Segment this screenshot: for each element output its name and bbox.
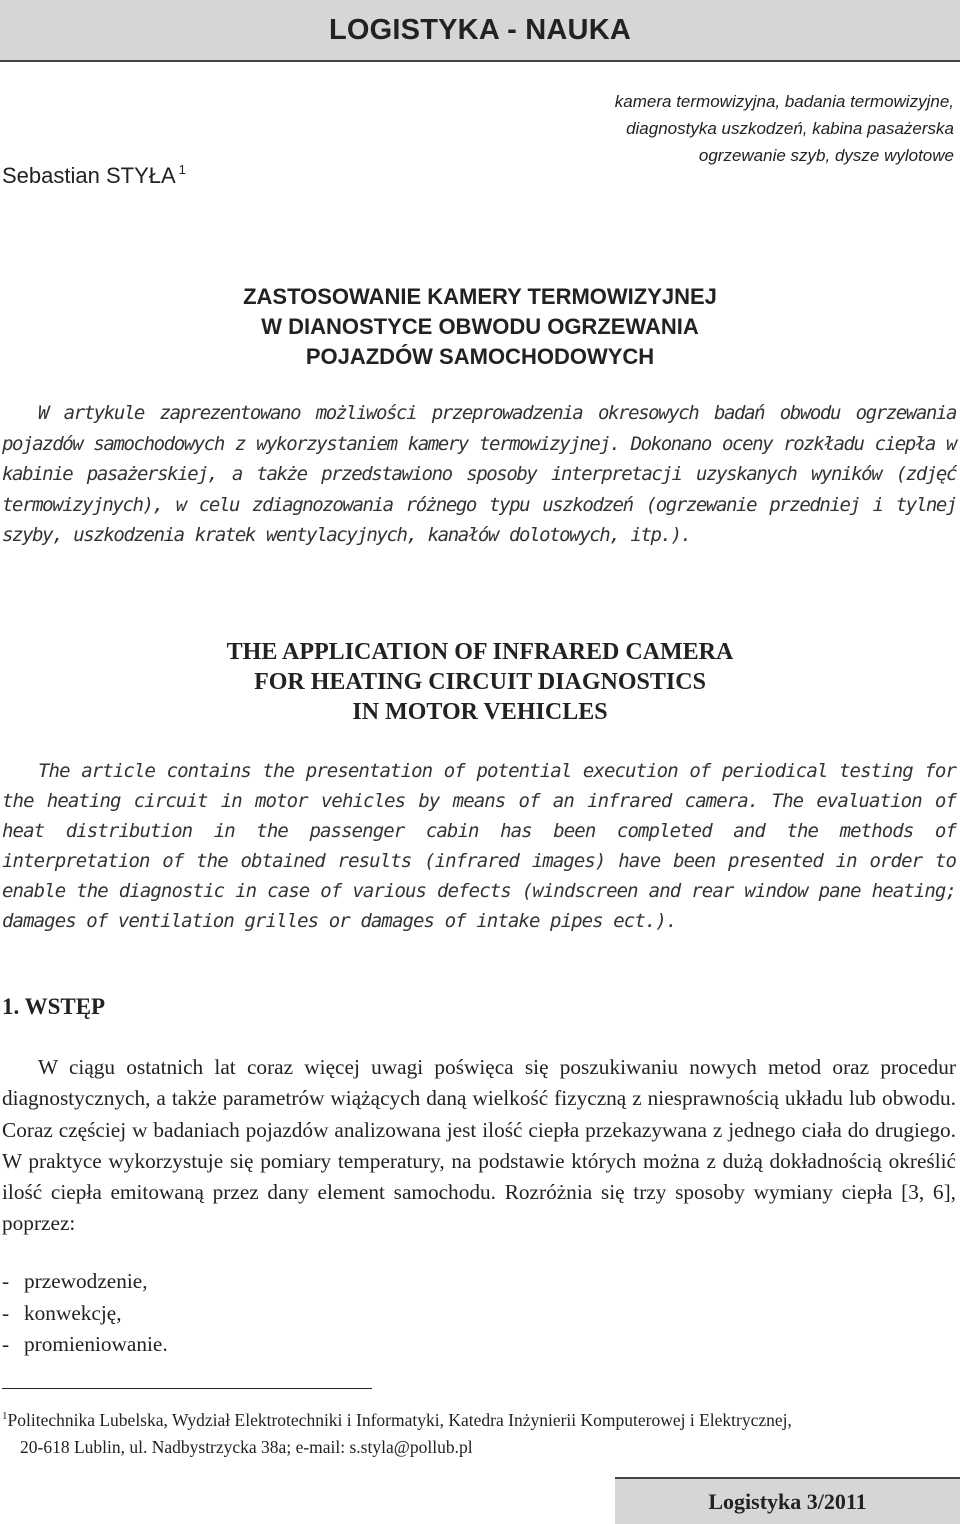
heat-transfer-list	[2, 1266, 168, 1361]
journal-header-bar	[0, 0, 960, 62]
body-paragraph: W ciągu ostatnich lat coraz więcej uwagi poświęca się poszukiwaniu nowych metod oraz procedur diagnostycznych, a także parametrów wiążących daną wielkość fizyczną z niesprawnością układu lub obwodu. Coraz częściej w badaniach pojazdów analizowana jest ilość ciepła przekazywana z jednego ciała do drugiego. W praktyce wykorzystuje się pomiary temperatury, na podstawie których można z dużą dokładnością określić ilość ciepła emitowaną przez dany element samochodu. Rozróżnia się trzy sposoby wymiany ciepła [3, 6], poprzez:	[2, 1055, 956, 1236]
journal-title: LOGISTYKA - NAUKA	[329, 13, 631, 46]
list-item-text: przewodzenie,	[24, 1269, 148, 1293]
footer-issue-label: Logistyka 3/2011	[708, 1488, 867, 1514]
section-heading: 1. WSTĘP	[2, 994, 106, 1019]
footnote-line	[2, 1403, 958, 1434]
list-item-text: konwekcję,	[24, 1300, 122, 1325]
title-line: FOR HEATING CIRCUIT DIAGNOSTICS	[254, 669, 706, 695]
keywords-line: diagnostyka uszkodzeń, kabina pasażerska	[626, 119, 954, 138]
footnote	[2, 1403, 958, 1461]
footnote-affiliation: Politechnika Lubelska, Wydział Elektrotechniki i Informatyki, Katedra Inżynierii Komputerowej i Elektrycznej,	[7, 1410, 792, 1430]
keywords-block	[434, 88, 954, 169]
list-marker: -	[2, 1332, 10, 1356]
list-marker: -	[2, 1300, 10, 1325]
author	[2, 162, 186, 189]
abstract-polish: W artykule zaprezentowano możliwości przeprowadzenia okresowych badań obwodu ogrzewania pojazdów samochodowych z wykorzystaniem kamery termowizyjnej. Dokonano oceny rozkładu ciepła w kabinie pasażerskiej, a także przedstawiono sposoby interpretacji uzyskanych wyników (zdjęć termowizyjnych), w celu zdiagnozowania różnego typu uszkodzeń (ogrzewanie przedniej i tylnej szyby, uszkodzenia kratek wentylacyjnych, kanałów dolotowych, itp.).	[2, 402, 956, 546]
title-line: IN MOTOR VEHICLES	[352, 699, 608, 725]
list-item-text: promieniowanie.	[24, 1332, 168, 1356]
title-line: THE APPLICATION OF INFRARED CAMERA	[226, 639, 734, 665]
article-title-polish	[0, 282, 960, 372]
title-line: POJAZDÓW SAMOCHODOWYCH	[305, 344, 655, 369]
footnote-address: 20-618 Lublin, ul. Nadbystrzycka 38a; e-mail: s.styla@pollub.pl	[20, 1437, 473, 1457]
article-title-english	[0, 637, 960, 727]
list-item	[2, 1329, 168, 1361]
author-name: Sebastian STYŁA	[2, 163, 176, 188]
abstract-english: The article contains the presentation of potential execution of periodical testing for the heating circuit in motor vehicles by means of an infrared camera. The evaluation of heat distribution in the passenger cabin has been completed and the methods of interpretation of the obtained results (infrared images) have been presented in order to enable the diagnostic in case of various defects (windscreen and rear window pane heating; damages of ventilation grilles or damages of intake pipes ect.).	[2, 760, 956, 932]
keywords-line: kamera termowizyjna, badania termowizyjne,	[614, 92, 954, 111]
footer-issue-box	[615, 1477, 960, 1524]
footnote-mark: 1	[2, 1410, 8, 1422]
list-item	[2, 1298, 168, 1330]
keywords-line: ogrzewanie szyb, dysze wylotowe	[698, 146, 954, 165]
list-marker: -	[2, 1269, 10, 1293]
title-line: ZASTOSOWANIE KAMERY TERMOWIZYJNEJ	[243, 284, 717, 309]
title-line: W DIANOSTYCE OBWODU OGRZEWANIA	[261, 314, 699, 339]
author-footnote-mark: 1	[178, 162, 186, 177]
list-item	[2, 1266, 168, 1298]
footnote-divider	[2, 1388, 372, 1389]
